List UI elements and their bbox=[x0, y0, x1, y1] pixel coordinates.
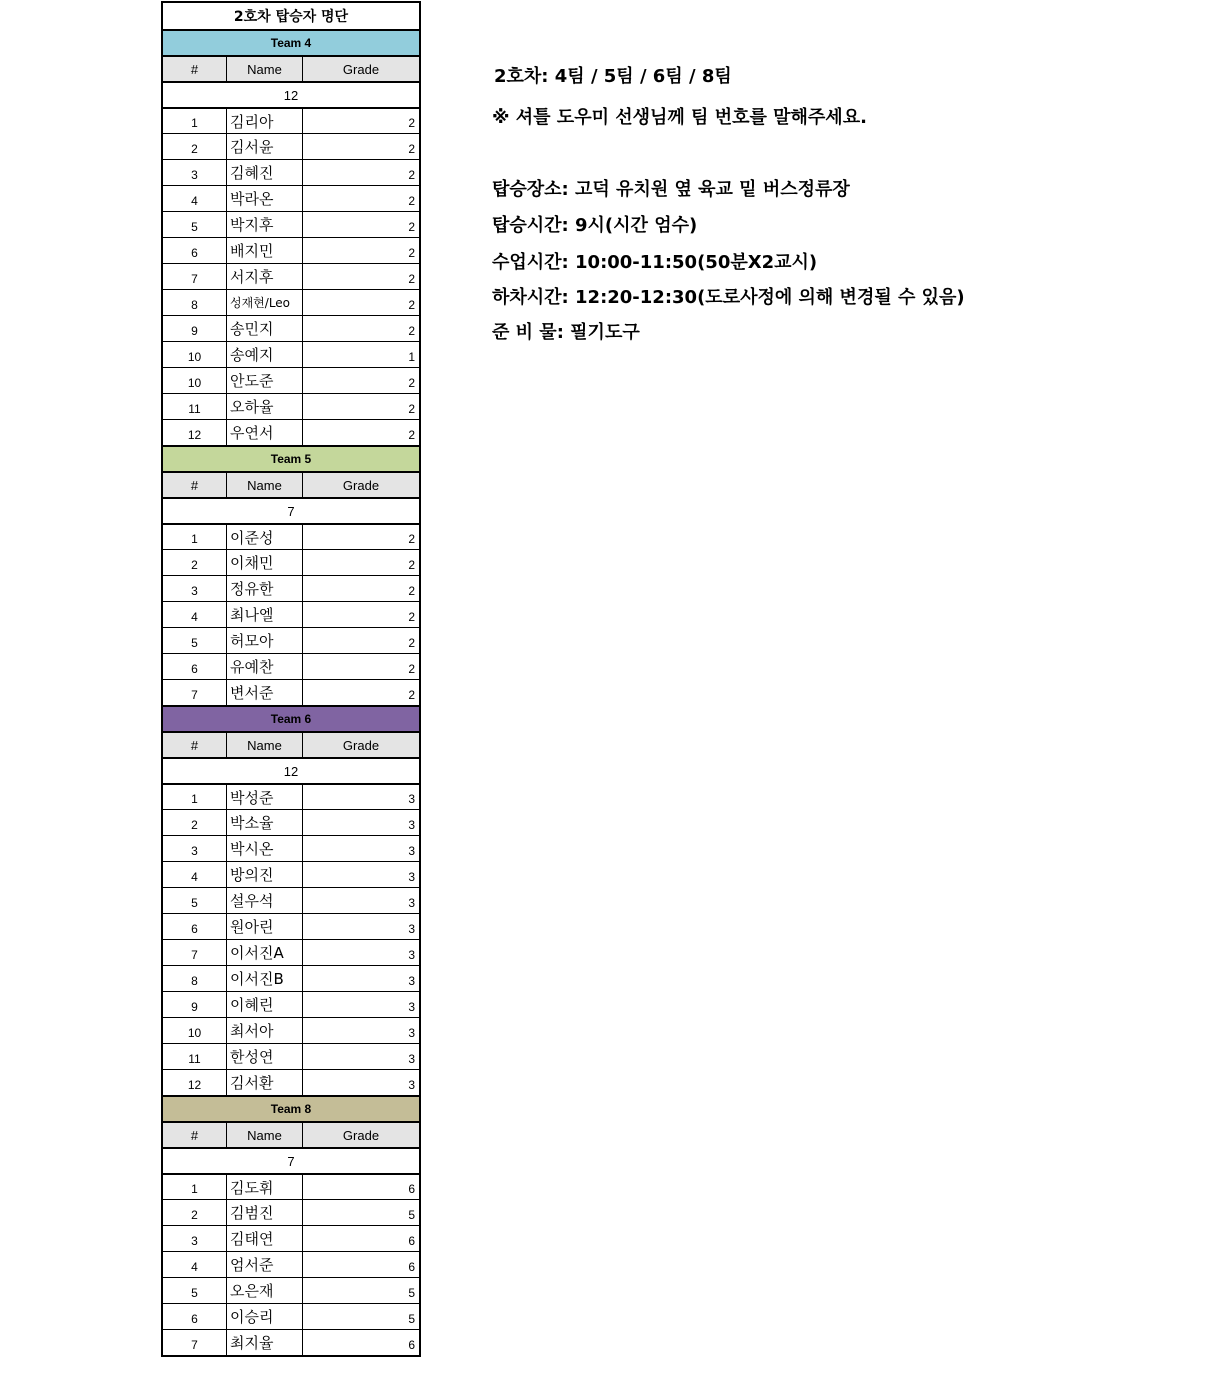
team-header-row bbox=[163, 705, 419, 731]
table-row bbox=[163, 367, 419, 393]
member-number: 5 bbox=[163, 1278, 227, 1303]
member-number: 4 bbox=[163, 1252, 227, 1277]
table-row bbox=[163, 1225, 419, 1251]
member-grade: 2 bbox=[408, 687, 415, 702]
member-name: 원아린 bbox=[227, 914, 303, 939]
member-grade: 2 bbox=[408, 323, 415, 338]
member-number: 8 bbox=[163, 966, 227, 991]
member-number: 10 bbox=[163, 342, 227, 367]
member-name: 박지후 bbox=[227, 212, 303, 237]
table-row bbox=[163, 185, 419, 211]
column-header-row bbox=[163, 731, 419, 757]
member-name: 설우석 bbox=[227, 888, 303, 913]
member-grade: 6 bbox=[408, 1233, 415, 1248]
table-row bbox=[163, 107, 419, 133]
column-header-grade: Grade bbox=[342, 477, 380, 493]
column-header-name: Name bbox=[227, 473, 303, 497]
member-name: 송민지 bbox=[227, 316, 303, 341]
member-grade: 2 bbox=[408, 271, 415, 286]
table-title-row bbox=[163, 3, 419, 29]
dropoff-time-note: 하차시간: 12:20-12:30(도로사정에 의해 변경될 수 있음) bbox=[492, 287, 965, 308]
table-row bbox=[163, 783, 419, 809]
member-grade: 2 bbox=[408, 193, 415, 208]
member-grade: 3 bbox=[408, 895, 415, 910]
column-header-num: # bbox=[163, 473, 227, 497]
table-row bbox=[163, 237, 419, 263]
member-grade: 5 bbox=[408, 1207, 415, 1222]
member-grade: 6 bbox=[408, 1259, 415, 1274]
member-number: 7 bbox=[163, 1330, 227, 1355]
boarding-place-note: 탑승장소: 고덕 유치원 옆 육교 밑 버스정류장 bbox=[492, 179, 850, 200]
member-number: 7 bbox=[163, 680, 227, 705]
member-name: 김혜진 bbox=[227, 160, 303, 185]
team-header-row bbox=[163, 29, 419, 55]
member-number: 1 bbox=[163, 1175, 227, 1199]
bus-teams-note: 2호차: 4팀 / 5팀 / 6팀 / 8팀 bbox=[494, 66, 732, 87]
table-row bbox=[163, 315, 419, 341]
member-number: 2 bbox=[163, 550, 227, 575]
table-row bbox=[163, 861, 419, 887]
member-name: 김도휘 bbox=[227, 1175, 303, 1199]
member-grade: 6 bbox=[408, 1182, 415, 1196]
member-grade: 3 bbox=[408, 817, 415, 832]
table-row bbox=[163, 133, 419, 159]
member-number: 3 bbox=[163, 836, 227, 861]
member-number: 3 bbox=[163, 1226, 227, 1251]
member-grade: 5 bbox=[408, 1311, 415, 1326]
member-number: 11 bbox=[163, 394, 227, 419]
member-number: 9 bbox=[163, 992, 227, 1017]
member-number: 9 bbox=[163, 316, 227, 341]
member-number: 2 bbox=[163, 1200, 227, 1225]
member-number: 5 bbox=[163, 888, 227, 913]
member-name: 김태연 bbox=[227, 1226, 303, 1251]
member-number: 10 bbox=[163, 1018, 227, 1043]
column-header-row bbox=[163, 55, 419, 81]
member-grade: 2 bbox=[408, 583, 415, 598]
table-row bbox=[163, 1251, 419, 1277]
table-row bbox=[163, 1199, 419, 1225]
team-count: 12 bbox=[283, 87, 299, 103]
team-count: 7 bbox=[287, 503, 295, 519]
team-name: Team 6 bbox=[270, 712, 312, 726]
member-number: 4 bbox=[163, 602, 227, 627]
table-row bbox=[163, 211, 419, 237]
member-name: 김리아 bbox=[227, 109, 303, 133]
member-grade: 3 bbox=[408, 921, 415, 936]
team-number-note: ※ 셔틀 도우미 선생님께 팀 번호를 말해주세요. bbox=[492, 107, 867, 128]
member-grade: 2 bbox=[408, 245, 415, 260]
member-grade: 2 bbox=[408, 661, 415, 676]
table-row bbox=[163, 263, 419, 289]
column-header-num: # bbox=[163, 57, 227, 81]
member-number: 7 bbox=[163, 940, 227, 965]
table-row bbox=[163, 419, 419, 445]
table-row bbox=[163, 809, 419, 835]
member-number: 11 bbox=[163, 1044, 227, 1069]
member-grade: 3 bbox=[408, 869, 415, 884]
table-row bbox=[163, 159, 419, 185]
table-row bbox=[163, 1173, 419, 1199]
member-grade: 2 bbox=[408, 532, 415, 546]
member-number: 2 bbox=[163, 810, 227, 835]
table-row bbox=[163, 1303, 419, 1329]
member-name: 이혜린 bbox=[227, 992, 303, 1017]
member-name: 송예지 bbox=[227, 342, 303, 367]
member-number: 4 bbox=[163, 186, 227, 211]
member-grade: 2 bbox=[408, 427, 415, 442]
member-name: 우연서 bbox=[227, 420, 303, 445]
member-name: 이서진B bbox=[227, 966, 303, 991]
member-number: 6 bbox=[163, 1304, 227, 1329]
team-name: Team 8 bbox=[270, 1102, 312, 1116]
member-name: 박소율 bbox=[227, 810, 303, 835]
member-grade: 2 bbox=[408, 141, 415, 156]
column-header-name: Name bbox=[227, 733, 303, 757]
member-grade: 2 bbox=[408, 297, 415, 312]
table-row bbox=[163, 653, 419, 679]
table-row bbox=[163, 549, 419, 575]
member-name: 김범진 bbox=[227, 1200, 303, 1225]
member-number: 4 bbox=[163, 862, 227, 887]
member-number: 2 bbox=[163, 134, 227, 159]
team-header-row bbox=[163, 1095, 419, 1121]
member-name: 최지율 bbox=[227, 1330, 303, 1355]
table-row bbox=[163, 601, 419, 627]
member-grade: 3 bbox=[408, 973, 415, 988]
member-name: 박성준 bbox=[227, 785, 303, 809]
member-grade: 2 bbox=[408, 557, 415, 572]
member-grade: 2 bbox=[408, 635, 415, 650]
column-header-name: Name bbox=[227, 1123, 303, 1147]
member-number: 5 bbox=[163, 212, 227, 237]
member-name: 엄서준 bbox=[227, 1252, 303, 1277]
table-row bbox=[163, 393, 419, 419]
team-name: Team 5 bbox=[270, 452, 312, 466]
table-row bbox=[163, 1277, 419, 1303]
member-grade: 3 bbox=[408, 1077, 415, 1092]
column-header-num: # bbox=[163, 733, 227, 757]
member-name: 이준성 bbox=[227, 525, 303, 549]
member-number: 6 bbox=[163, 238, 227, 263]
member-grade: 1 bbox=[408, 349, 415, 364]
member-grade: 3 bbox=[408, 999, 415, 1014]
column-header-row bbox=[163, 1121, 419, 1147]
table-row bbox=[163, 1043, 419, 1069]
class-time-note: 수업시간: 10:00-11:50(50분X2교시) bbox=[492, 252, 818, 273]
member-number: 12 bbox=[163, 1070, 227, 1095]
team-header-row bbox=[163, 445, 419, 471]
team-count-row bbox=[163, 497, 419, 523]
member-name: 최나엘 bbox=[227, 602, 303, 627]
member-name: 박시온 bbox=[227, 836, 303, 861]
team-count-row bbox=[163, 81, 419, 107]
roster-table bbox=[161, 1, 421, 1357]
column-header-row bbox=[163, 471, 419, 497]
member-number: 1 bbox=[163, 525, 227, 549]
member-name: 배지민 bbox=[227, 238, 303, 263]
member-name: 유예찬 bbox=[227, 654, 303, 679]
member-name: 성재현/Leo bbox=[227, 290, 303, 315]
table-row bbox=[163, 887, 419, 913]
column-header-grade: Grade bbox=[342, 737, 380, 753]
member-name: 이서진A bbox=[227, 940, 303, 965]
member-number: 3 bbox=[163, 160, 227, 185]
member-grade: 3 bbox=[408, 843, 415, 858]
member-grade: 2 bbox=[408, 609, 415, 624]
member-name: 이채민 bbox=[227, 550, 303, 575]
column-header-name: Name bbox=[227, 57, 303, 81]
table-row bbox=[163, 627, 419, 653]
column-header-grade: Grade bbox=[342, 61, 380, 77]
member-number: 7 bbox=[163, 264, 227, 289]
member-number: 8 bbox=[163, 290, 227, 315]
member-name: 오하율 bbox=[227, 394, 303, 419]
column-header-num: # bbox=[163, 1123, 227, 1147]
boarding-time-note: 탑승시간: 9시(시간 엄수) bbox=[492, 215, 698, 236]
member-grade: 3 bbox=[408, 1051, 415, 1066]
member-number: 12 bbox=[163, 420, 227, 445]
table-row bbox=[163, 1069, 419, 1095]
member-name: 오은재 bbox=[227, 1278, 303, 1303]
member-name: 박라온 bbox=[227, 186, 303, 211]
column-header-grade: Grade bbox=[342, 1127, 380, 1143]
table-row bbox=[163, 991, 419, 1017]
member-number: 1 bbox=[163, 109, 227, 133]
member-grade: 2 bbox=[408, 116, 415, 130]
table-row bbox=[163, 289, 419, 315]
member-name: 정유한 bbox=[227, 576, 303, 601]
member-name: 방의진 bbox=[227, 862, 303, 887]
table-row bbox=[163, 1017, 419, 1043]
member-grade: 3 bbox=[408, 792, 415, 806]
member-grade: 3 bbox=[408, 1025, 415, 1040]
member-number: 6 bbox=[163, 654, 227, 679]
team-count-row bbox=[163, 1147, 419, 1173]
supplies-note: 준 비 물: 필기도구 bbox=[492, 322, 640, 343]
member-grade: 2 bbox=[408, 219, 415, 234]
member-grade: 5 bbox=[408, 1285, 415, 1300]
table-row bbox=[163, 965, 419, 991]
table-row bbox=[163, 939, 419, 965]
member-name: 김서환 bbox=[227, 1070, 303, 1095]
table-row bbox=[163, 523, 419, 549]
team-name: Team 4 bbox=[270, 36, 312, 50]
table-title: 2호차 탑승자 명단 bbox=[233, 9, 349, 25]
team-count-row bbox=[163, 757, 419, 783]
member-name: 서지후 bbox=[227, 264, 303, 289]
team-count: 7 bbox=[287, 1153, 295, 1169]
member-grade: 3 bbox=[408, 947, 415, 962]
member-name: 안도준 bbox=[227, 368, 303, 393]
member-name: 김서윤 bbox=[227, 134, 303, 159]
table-row bbox=[163, 835, 419, 861]
table-row bbox=[163, 1329, 419, 1355]
member-grade: 6 bbox=[408, 1337, 415, 1352]
table-row bbox=[163, 341, 419, 367]
member-name: 한성연 bbox=[227, 1044, 303, 1069]
member-number: 10 bbox=[163, 368, 227, 393]
member-grade: 2 bbox=[408, 401, 415, 416]
member-number: 3 bbox=[163, 576, 227, 601]
member-name: 변서준 bbox=[227, 680, 303, 705]
member-number: 5 bbox=[163, 628, 227, 653]
table-row bbox=[163, 575, 419, 601]
member-name: 최서아 bbox=[227, 1018, 303, 1043]
member-name: 허모아 bbox=[227, 628, 303, 653]
member-number: 6 bbox=[163, 914, 227, 939]
member-grade: 2 bbox=[408, 167, 415, 182]
member-name: 이승리 bbox=[227, 1304, 303, 1329]
member-number: 1 bbox=[163, 785, 227, 809]
member-grade: 2 bbox=[408, 375, 415, 390]
team-count: 12 bbox=[283, 763, 299, 779]
table-row bbox=[163, 913, 419, 939]
table-row bbox=[163, 679, 419, 705]
